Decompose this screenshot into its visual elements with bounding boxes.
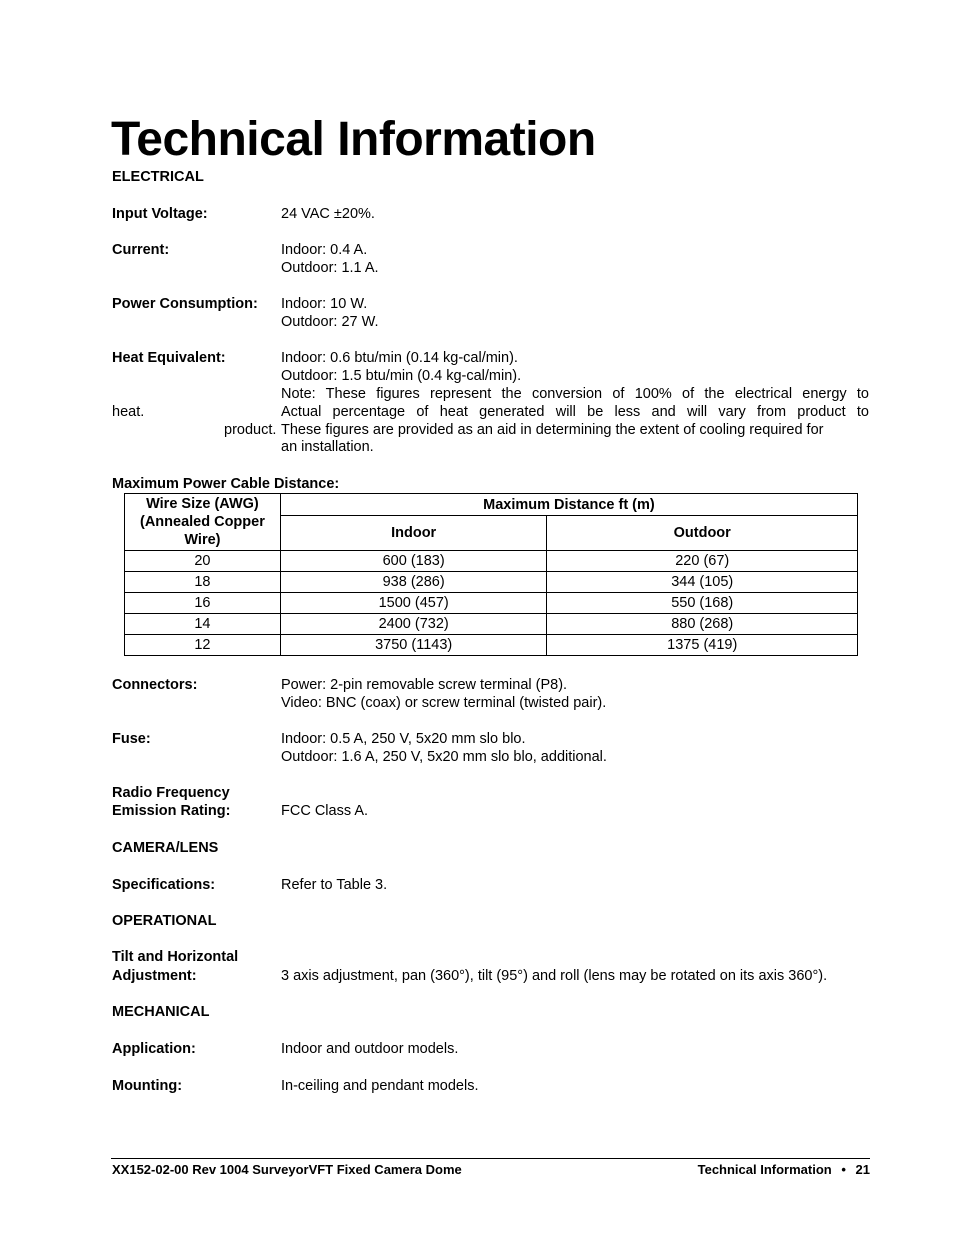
connectors-power: Power: 2-pin removable screw terminal (P8). [281,677,568,693]
heat-indoor: Indoor: 0.6 btu/min (0.14 kg-cal/min). [281,350,518,366]
section-heading-camera-lens: CAMERA/LENS [112,840,219,856]
col-header-indoor: Indoor [280,516,547,551]
outdoor-cell: 880 (268) [547,614,858,635]
footer-page-info [698,1162,870,1177]
section-heading-mechanical: MECHANICAL [112,1004,210,1020]
specifications-value: Refer to Table 3. [281,877,388,893]
footer-document-id: XX152-02-00 Rev 1004 SurveyorVFT Fixed Camera Dome [112,1162,462,1177]
input-voltage-label: Input Voltage: [112,206,208,222]
fuse-indoor: Indoor: 0.5 A, 250 V, 5x20 mm slo blo. [281,731,526,747]
power-label: Power Consumption: [112,296,258,312]
application-value: Indoor and outdoor models. [281,1041,459,1057]
awg-cell: 14 [125,614,281,635]
table-row [125,551,858,572]
cable-distance-table [124,493,858,656]
heat-note-line4: an installation. [281,439,374,455]
indoor-cell: 3750 (1143) [280,635,547,656]
col-header-wire-size: Wire Size (AWG) (Annealed Copper Wire) [125,494,281,551]
outdoor-cell: 1375 (419) [547,635,858,656]
input-voltage-value: 24 VAC ±20%. [281,206,375,222]
heat-note-line1: Note: These figures represent the conversion of 100% of the electrical energy to [281,386,869,402]
tilt-label-line1: Tilt and Horizontal [112,949,239,965]
application-label: Application: [112,1041,196,1057]
outdoor-cell: 344 (105) [547,572,858,593]
indoor-cell: 2400 (732) [280,614,547,635]
table-row [125,572,858,593]
indoor-cell: 1500 (457) [280,593,547,614]
footer-rule [111,1158,870,1159]
awg-cell: 12 [125,635,281,656]
heat-label: Heat Equivalent: [112,350,226,366]
current-outdoor: Outdoor: 1.1 A. [281,260,379,276]
heat-note-line3: These figures are provided as an aid in determining the extent of cooling required for [281,422,824,438]
section-heading-operational: OPERATIONAL [112,913,217,929]
outdoor-cell: 550 (168) [547,593,858,614]
heat-note-word-heat: heat. [112,404,145,420]
table-row [125,635,858,656]
awg-cell: 20 [125,551,281,572]
heat-note-line2: Actual percentage of heat generated will be less and will vary from product to [281,404,869,420]
outdoor-cell: 220 (67) [547,551,858,572]
table-row [125,593,858,614]
footer-page-number: 21 [855,1162,870,1177]
rf-value: FCC Class A. [281,803,369,819]
col-header-max-distance: Maximum Distance ft (m) [280,494,857,516]
heat-outdoor: Outdoor: 1.5 btu/min (0.4 kg-cal/min). [281,368,522,384]
table-row [125,614,858,635]
col-header-outdoor: Outdoor [547,516,858,551]
page-title: Technical Information [111,113,596,166]
specifications-label: Specifications: [112,877,216,893]
footer-bullet: • [841,1162,846,1177]
indoor-cell: 938 (286) [280,572,547,593]
current-indoor: Indoor: 0.4 A. [281,242,368,258]
footer-section-title: Technical Information [697,1162,832,1177]
fuse-label: Fuse: [112,731,151,747]
current-label: Current: [112,242,170,258]
connectors-label: Connectors: [112,677,198,693]
cable-distance-label: Maximum Power Cable Distance: [112,476,340,492]
rf-label-line2: Emission Rating: [112,803,231,819]
connectors-video: Video: BNC (coax) or screw terminal (twisted pair). [281,695,607,711]
mounting-value: In-ceiling and pendant models. [281,1078,479,1094]
tilt-value: 3 axis adjustment, pan (360°), tilt (95°) and roll (lens may be rotated on its axis 360°). [281,968,828,984]
power-outdoor: Outdoor: 27 W. [281,314,379,330]
awg-cell: 16 [125,593,281,614]
mounting-label: Mounting: [112,1078,183,1094]
rf-label-line1: Radio Frequency [112,785,230,801]
awg-cell: 18 [125,572,281,593]
indoor-cell: 600 (183) [280,551,547,572]
section-heading-electrical: ELECTRICAL [112,169,204,185]
heat-note-word-product: product. [224,422,277,438]
fuse-outdoor: Outdoor: 1.6 A, 250 V, 5x20 mm slo blo, additional. [281,749,607,765]
tilt-label-line2: Adjustment: [112,968,197,984]
power-indoor: Indoor: 10 W. [281,296,368,312]
